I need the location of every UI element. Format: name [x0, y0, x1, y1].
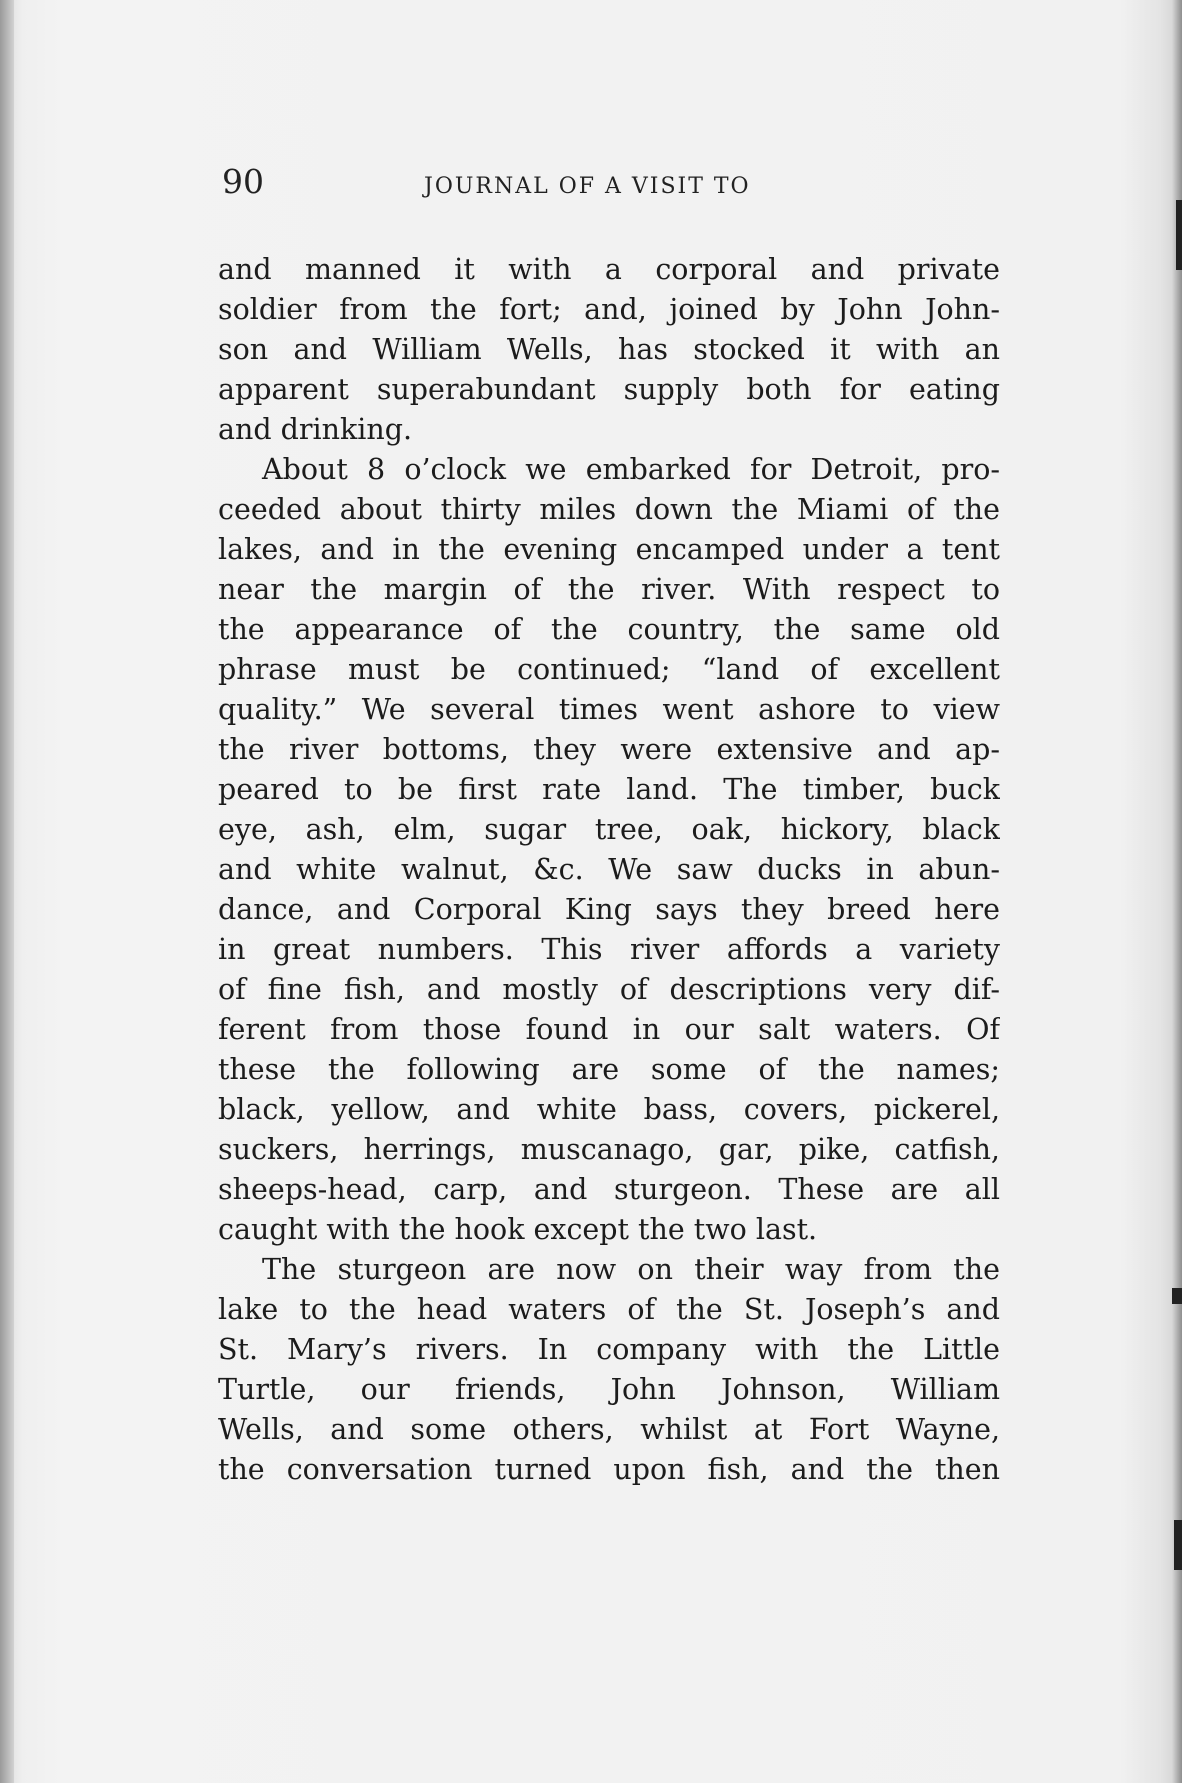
- body-text: [218, 250, 1000, 1490]
- edge-mark: [1176, 200, 1182, 270]
- text-line: About 8 o’clock we embarked for Detroit, pro-: [262, 453, 1000, 486]
- text-line: eye, ash, elm, sugar tree, oak, hickory, black: [218, 813, 1000, 846]
- text-line: the appearance of the country, the same old: [218, 613, 1000, 646]
- text-line: caught with the hook except the two last.: [218, 1213, 818, 1246]
- text-line: soldier from the fort; and, joined by John John-: [218, 293, 1000, 326]
- text-line: The sturgeon are now on their way from the: [262, 1253, 1000, 1286]
- text-line: suckers, herrings, muscanago, gar, pike, catfish,: [218, 1133, 1000, 1166]
- text-line: son and William Wells, has stocked it with an: [218, 333, 1000, 366]
- page-number: 90: [222, 162, 264, 201]
- text-line: dance, and Corporal King says they breed here: [218, 893, 1000, 926]
- text-line: Wells, and some others, whilst at Fort Wayne,: [218, 1413, 1000, 1446]
- text-line: peared to be first rate land. The timber, buck: [218, 773, 1000, 806]
- text-line: in great numbers. This river affords a variety: [218, 933, 1000, 966]
- text-line: and white walnut, &c. We saw ducks in abun-: [218, 853, 1000, 886]
- text-line: the river bottoms, they were extensive and ap-: [218, 733, 1000, 766]
- running-head: JOURNAL OF A VISIT TO: [424, 174, 751, 199]
- text-line: quality.” We several times went ashore to view: [218, 693, 1000, 726]
- text-line: ceeded about thirty miles down the Miami of the: [218, 493, 1000, 526]
- text-line: ferent from those found in our salt waters. Of: [218, 1013, 1000, 1046]
- text-line: Turtle, our friends, John Johnson, William: [218, 1373, 1000, 1406]
- page-header: [222, 162, 1002, 212]
- text-line: black, yellow, and white bass, covers, pickerel,: [218, 1093, 1000, 1126]
- text-line: sheeps-head, carp, and sturgeon. These are all: [218, 1173, 1000, 1206]
- edge-mark: [1174, 1520, 1182, 1570]
- text-line: lakes, and in the evening encamped under a tent: [218, 533, 1000, 566]
- text-line: of fine fish, and mostly of descriptions very dif-: [218, 973, 1000, 1006]
- edge-mark: [1172, 1288, 1182, 1304]
- text-line: and drinking.: [218, 413, 413, 446]
- page-gutter: [0, 0, 14, 1783]
- text-line: near the margin of the river. With respect to: [218, 573, 1000, 606]
- text-line: these the following are some of the names;: [218, 1053, 1000, 1086]
- text-line: apparent superabundant supply both for eating: [218, 373, 1000, 406]
- text-line: the conversation turned upon fish, and the then: [218, 1453, 1000, 1486]
- text-line: phrase must be continued; “land of excellent: [218, 653, 1000, 686]
- text-line: and manned it with a corporal and private: [218, 253, 1000, 286]
- text-line: lake to the head waters of the St. Joseph’s and: [218, 1293, 1000, 1326]
- text-line: St. Mary’s rivers. In company with the Little: [218, 1333, 1000, 1366]
